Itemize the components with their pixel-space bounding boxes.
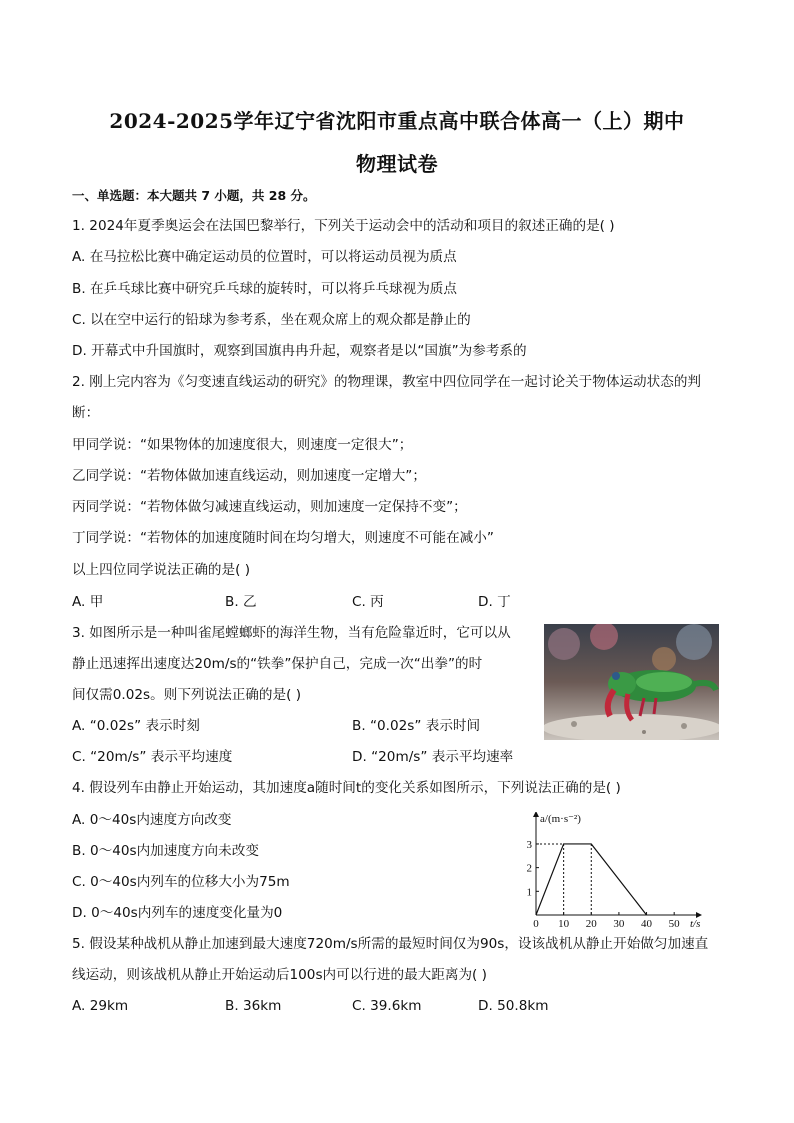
q5-option-b: B. 36km xyxy=(225,998,282,1014)
q2-option-d: D. 丁 xyxy=(478,594,511,610)
q2-statement-2: 乙同学说：“若物体做加速直线运动，则加速度一定增大”； xyxy=(72,468,426,484)
q5-option-c: C. 39.6km xyxy=(352,998,422,1014)
q5-option-a: A. 29km xyxy=(72,998,129,1014)
x-tick-label: 0 xyxy=(533,918,539,930)
q2-option-c: C. 丙 xyxy=(352,594,384,610)
y-tick-label: 1 xyxy=(526,886,532,899)
q3-stem-line3: 间仅需0.02s。则下列说法正确的是( ) xyxy=(72,687,301,703)
document-title: 2024-2025学年辽宁省沈阳市重点高中联合体高一（上）期中 xyxy=(109,109,685,133)
q2-stem-line1: 2. 刚上完内容为《匀变速直线运动的研究》的物理课，教室中四位同学在一起讨论关于物体运动状态的判 xyxy=(72,374,702,390)
q5-stem-line1: 5. 假设某种战机从静止加速到最大速度720m/s所需的最短时间仅为90s，设该战机从静止开始做匀加速直 xyxy=(72,936,709,952)
q2-question: 以上四位同学说法正确的是( ) xyxy=(72,562,251,578)
y-axis-arrow xyxy=(533,812,539,817)
q4-option-c: C. 0～40s内列车的位移大小为75m xyxy=(72,874,290,890)
x-tick-label: 40 xyxy=(641,918,653,930)
q1-option-d: D. 开幕式中升国旗时，观察到国旗冉冉升起，观察者是以“国旗”为参考系的 xyxy=(72,343,527,359)
x-tick-label: 50 xyxy=(668,918,680,930)
q2-stem-line2: 断： xyxy=(72,405,100,421)
q2-option-b: B. 乙 xyxy=(225,594,257,610)
q4-option-d: D. 0～40s内列车的速度变化量为0 xyxy=(72,905,283,921)
y-axis-label: a/(m·s⁻²) xyxy=(540,813,581,825)
q3-option-a: A. “0.02s” 表示时刻 xyxy=(72,718,200,734)
q3-option-b: B. “0.02s” 表示时间 xyxy=(352,718,481,734)
q1-option-b: B. 在乒乓球比赛中研究乒乓球的旋转时，可以将乒乓球视为质点 xyxy=(72,281,457,297)
q3-option-c: C. “20m/s” 表示平均速度 xyxy=(72,749,233,765)
mantis-shrimp-photo xyxy=(544,624,719,740)
section-heading: 一、单选题：本大题共 7 小题，共 28 分。 xyxy=(72,188,316,203)
y-tick-label: 2 xyxy=(526,862,532,875)
y-tick-label: 3 xyxy=(526,838,532,851)
q2-statement-1: 甲同学说：“如果物体的加速度很大，则速度一定很大”； xyxy=(72,437,413,453)
q2-statement-3: 丙同学说：“若物体做匀减速直线运动，则加速度一定保持不变”； xyxy=(72,499,467,515)
document-subtitle: 物理试卷 xyxy=(356,152,438,176)
q3-stem-line2: 静止迅速挥出速度达20m/s的“铁拳”保护自己，完成一次“出拳”的时 xyxy=(72,656,483,672)
q3-stem-line1: 3. 如图所示是一种叫雀尾螳螂虾的海洋生物，当有危险靠近时，它可以从 xyxy=(72,625,511,641)
q1-stem: 1. 2024年夏季奥运会在法国巴黎举行，下列关于运动会中的活动和项目的叙述正确的是( ) xyxy=(72,218,615,234)
q4-stem: 4. 假设列车由静止开始运动，其加速度a随时间t的变化关系如图所示，下列说法正确的是( ) xyxy=(72,780,621,796)
q1-option-a: A. 在马拉松比赛中确定运动员的位置时，可以将运动员视为质点 xyxy=(72,249,457,265)
acceleration-time-graph xyxy=(522,812,702,930)
q2-option-a: A. 甲 xyxy=(72,594,104,610)
x-tick-label: 10 xyxy=(558,918,570,930)
x-tick-label: 20 xyxy=(585,918,597,930)
x-tick-label: 30 xyxy=(613,918,625,930)
q4-option-a: A. 0～40s内速度方向改变 xyxy=(72,812,232,828)
q1-option-c: C. 以在空中运行的铅球为参考系，坐在观众席上的观众都是静止的 xyxy=(72,312,471,328)
q3-option-d: D. “20m/s” 表示平均速率 xyxy=(352,749,514,765)
q5-option-d: D. 50.8km xyxy=(478,998,549,1014)
q4-option-b: B. 0～40s内加速度方向未改变 xyxy=(72,843,259,859)
x-axis-label: t/s xyxy=(690,918,701,930)
q2-statement-4: 丁同学说：“若物体的加速度随时间在均匀增大，则速度不可能在减小” xyxy=(72,530,494,546)
q5-stem-line2: 线运动，则该战机从静止开始运动后100s内可以行进的最大距离为( ) xyxy=(72,967,487,983)
